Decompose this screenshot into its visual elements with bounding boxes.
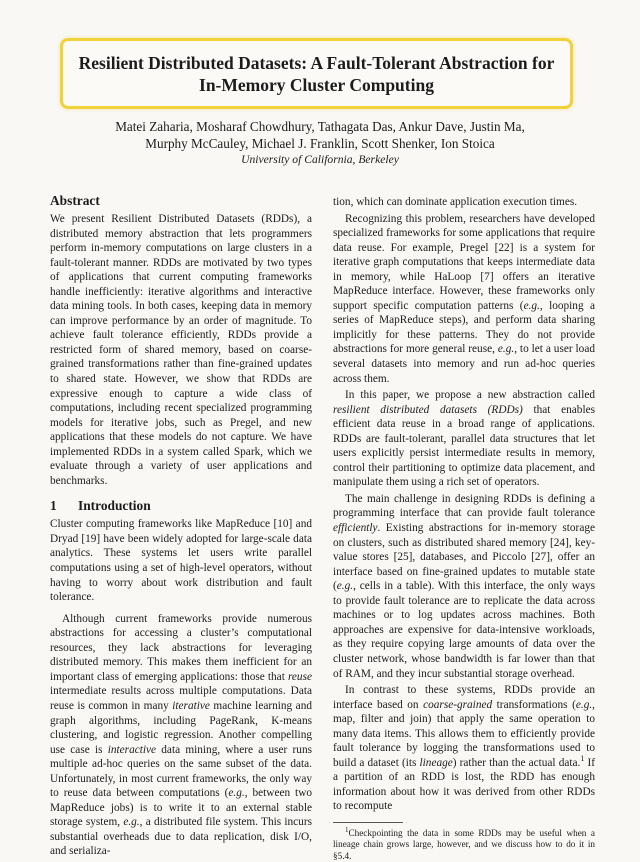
intro-paragraph-1: Cluster computing frameworks like MapReduce [10] and Dryad [19] have been widely adopted for large-scale data analytics. These systems let users write parallel computations using a set of high-level operators, without having to worry about work distribution and fault tolerance. — [50, 518, 312, 604]
right-paragraph-1: Recognizing this problem, researchers have developed specialized frameworks for some applications that require data reuse. For example, Pregel [22] is a system for iterative graph computations that keeps intermediate data in memory, while HaLoop [7] offers an iterative MapReduce interface. However, these frameworks only support specific computation patterns (e.g., looping a series of MapReduce steps), and perform data sharing implicitly for these patterns. They do not provide abstractions for more general reuse, e.g., to let a user load several datasets into memory and run ad-hoc queries across them. — [333, 212, 596, 385]
footnote-mark: 1 — [345, 825, 349, 834]
paper-title — [63, 52, 570, 96]
abstract-heading: Abstract — [50, 193, 100, 208]
right-column — [333, 195, 595, 862]
right-paragraph-0: tion, which can dominate application execution times. — [333, 196, 578, 208]
left-column — [50, 191, 312, 859]
affiliation: University of California, Berkeley — [241, 153, 399, 166]
right-paragraph-4: In contrast to these systems, RDDs provide an interface based on coarse-grained transformations (e.g., map, filter and join) that apply the same operation to many data items. This allows them to efficiently provide fault tolerance by logging the transformations used to build a dataset (its lineage) rather than the actual data.$^1$ If a partition of an RDD is lost, the RDD has enough information about how it was derived from other RDDs to recompute — [333, 684, 595, 813]
author-block — [60, 118, 580, 168]
footnote-divider — [333, 822, 403, 823]
abstract-text: We present Resilient Distributed Datasets (RDDs), a distributed memory abstraction that lets programmers perform in-memory computations on large clusters in a fault-tolerant manner. RDDs are motivated by two types of applications that current computing frameworks handle inefficiently: iterative algorithms and interactive data mining tools. In both cases, keeping data in memory can improve performance by an order of magnitude. To achieve fault tolerance efficiently, RDDs provide a restricted form of shared memory, based on coarse-grained transformations rather than fine-grained updates to shared state. However, we show that RDDs are expressive enough to capture a wide class of computations, including recent specialized programming models for iterative jobs, such as Pregel, and new applications that these models do not capture. We have implemented RDDs in a system called Spark, which we evaluate through a variety of user applications and benchmarks. — [50, 213, 312, 487]
section-number: 1 — [50, 498, 57, 514]
title-line-2: In-Memory Cluster Computing — [199, 75, 434, 95]
intro-heading — [50, 496, 312, 515]
right-paragraph-2: In this paper, we propose a new abstraction called resilient distributed datasets (RDDs) that enables efficient data reuse in a broad range of applications. RDDs are fault-tolerant, parallel data structures that let users explicitly persist intermediate results in memory, control their partitioning to optimize data placement, and manipulate them using a rich set of operators. — [333, 389, 595, 489]
footnote — [333, 825, 595, 862]
title-line-1: Resilient Distributed Datasets: A Fault-Tolerant Abstraction for — [78, 53, 555, 73]
right-paragraph-3: The main challenge in designing RDDs is defining a programming interface that can provide fault tolerance efficiently. Existing abstractions for in-memory storage on clusters, such as distributed shared memory [24], key-value stores [25], databases, and Piccolo [27], offer an interface based on fine-grained updates to mutable state (e.g., cells in a table). With this interface, the only ways to provide fault tolerance are to replicate the data across machines or to log updates across machines. Both approaches are expensive for data-intensive workloads, as they require copying large amounts of data over the cluster network, whose bandwidth is far lower than that of RAM, and they incur substantial storage overhead. — [333, 492, 595, 680]
authors-line-1: Matei Zaharia, Mosharaf Chowdhury, Tathagata Das, Ankur Dave, Justin Ma, — [115, 119, 525, 134]
footnote-text: Checkpointing the data in some RDDs may be useful when a lineage chain grows large, however, and we discuss how to do it in §5.4. — [333, 827, 595, 861]
title-box — [60, 38, 573, 109]
authors-line-2: Murphy McCauley, Michael J. Franklin, Scott Shenker, Ion Stoica — [145, 136, 495, 151]
footnote-ref[interactable]: 1 — [580, 754, 585, 764]
intro-paragraph-2: Although current frameworks provide numerous abstractions for accessing a cluster’s computational resources, they lack abstractions for leveraging distributed memory. This makes them inefficient for an important class of emerging applications: those that reuse intermediate results across multiple computations. Data reuse is common in many iterative machine learning and graph algorithms, including PageRank, K-means clustering, and logistic regression. Another compelling use case is interactive data mining, where a user runs multiple ad-hoc queries on the same subset of the data. Unfortunately, in most current frameworks, the only way to reuse data between computations (e.g., between two MapReduce jobs) is to write it to an external stable storage system, e.g., a distributed file system. This incurs substantial overheads due to data replication, disk I/O, and serializa- — [50, 612, 313, 858]
section-title: Introduction — [78, 498, 151, 514]
